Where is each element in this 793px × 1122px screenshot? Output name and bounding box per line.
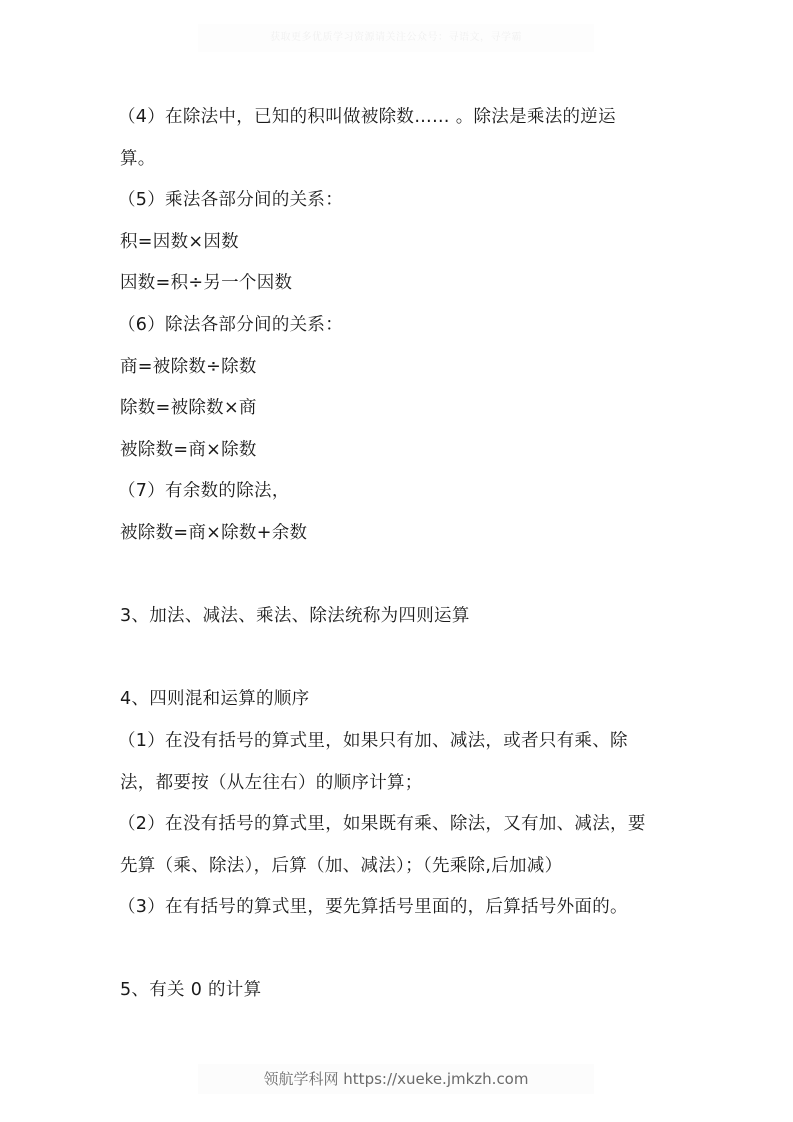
section-5-heading: 5、有关 0 的计算 [120, 980, 262, 1001]
blank-line [120, 558, 680, 600]
document-body [120, 100, 680, 1015]
formula-quotient: 商=被除数÷除数 [120, 356, 257, 377]
section-3-heading: 3、加法、减法、乘法、除法统称为四则运算 [120, 606, 470, 627]
rule-1-line-1: （1）在没有括号的算式里，如果只有加、减法，或者只有乘、除 [118, 730, 628, 751]
rule-1-line-2: 法，都要按（从左往右）的顺序计算； [120, 772, 423, 793]
footer-url: https://xueke.jmkzh.com [343, 1070, 529, 1088]
section-4-heading: 4、四则混和运算的顺序 [120, 689, 310, 710]
division-relations-heading: （6）除法各部分间的关系： [118, 314, 344, 335]
footer-watermark [198, 1064, 594, 1094]
rule-3: （3）在有括号的算式里，要先算括号里面的，后算括号外面的。 [118, 897, 628, 918]
blank-line [120, 641, 680, 683]
formula-dividend: 被除数=商×除数 [120, 439, 257, 460]
formula-factor: 因数=积÷另一个因数 [120, 273, 293, 294]
division-note-line-2: 算。 [120, 148, 156, 169]
multiplication-relations-heading: （5）乘法各部分间的关系： [118, 190, 344, 211]
formula-dividend-remainder: 被除数=商×除数+余数 [120, 522, 308, 543]
formula-divisor: 除数=被除数×商 [120, 398, 257, 419]
rule-2-line-2: 先算（乘、除法），后算（加、减法）；（先乘除,后加减） [120, 855, 563, 876]
formula-product: 积=因数×因数 [120, 231, 239, 252]
division-note-line-1: （4）在除法中，已知的积叫做被除数…… 。除法是乘法的逆运 [118, 107, 616, 127]
blank-line [120, 932, 680, 974]
footer-site-name: 领航学科网 [263, 1070, 339, 1088]
remainder-division-heading: （7）有余数的除法， [118, 481, 290, 502]
header-watermark: 获取更多优质学习资源请关注公众号：寻语文，寻学霸 [198, 24, 594, 52]
rule-2-line-1: （2）在没有括号的算式里，如果既有乘、除法，又有加、减法，要 [118, 814, 646, 835]
